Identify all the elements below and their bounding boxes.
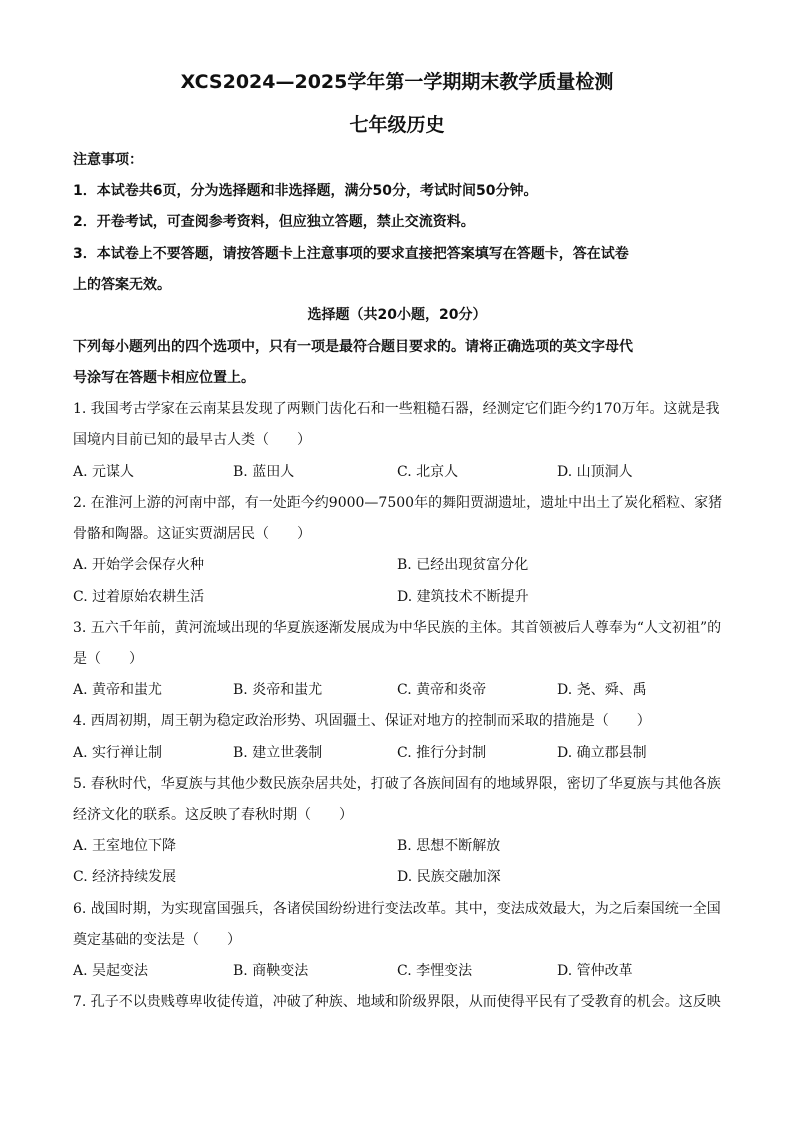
- question-1-stem-cont: 国境内目前已知的最早古人类（ ）: [73, 432, 311, 448]
- question-1-option-d: D. 山顶洞人: [557, 464, 633, 480]
- section-instruction: 下列每小题列出的四个选项中，只有一项是最符合题目要求的。请将正确选项的英文字母代: [73, 339, 633, 355]
- note-item-3: 3．本试卷上不要答题，请按答题卡上注意事项的要求直接把答案填写在答题卡，答在试卷: [73, 246, 629, 262]
- question-3-option-b: B. 炎帝和蚩尤: [233, 682, 323, 698]
- question-2-option-a: A. 开始学会保存火种: [73, 557, 205, 573]
- question-3-option-d: D. 尧、舜、禹: [557, 682, 647, 698]
- question-2-stem: 2. 在淮河上游的河南中部，有一处距今约9000—7500年的舞阳贾湖遗址，遗址中出土了炭化稻粒、家猪: [73, 495, 723, 511]
- note-item-1: 1．本试卷共6页，分为选择题和非选择题，满分50分，考试时间50分钟。: [73, 183, 538, 199]
- question-3-option-a: A. 黄帝和蚩尤: [73, 682, 163, 698]
- question-5-stem-cont: 经济文化的联系。这反映了春秋时期（ ）: [73, 807, 353, 823]
- question-6-option-b: B. 商鞅变法: [233, 963, 309, 979]
- question-2-option-d: D. 建筑技术不断提升: [397, 589, 529, 605]
- question-7-stem: 7. 孔子不以贵贱尊卑收徒传道，冲破了种族、地域和阶级界限，从而使得平民有了受教育的机会。这反映: [73, 994, 721, 1010]
- question-4-option-a: A. 实行禅让制: [73, 745, 163, 761]
- notes-heading: 注意事项：: [73, 152, 143, 168]
- question-4-option-c: C. 推行分封制: [397, 745, 487, 761]
- exam-subject: 七年级历史: [349, 114, 445, 136]
- question-6-stem-cont: 奠定基础的变法是（ ）: [73, 932, 241, 948]
- question-6-option-a: A. 吴起变法: [73, 963, 149, 979]
- question-2-option-c: C. 过着原始农耕生活: [73, 589, 205, 605]
- question-4-stem: 4. 西周初期，周王朝为稳定政治形势、巩固疆土、保证对地方的控制而采取的措施是（ ）: [73, 713, 651, 729]
- question-6-stem: 6. 战国时期，为实现富国强兵，各诸侯国纷纷进行变法改革。其中，变法成效最大，为之后秦国统一全国: [73, 901, 721, 917]
- question-5-option-d: D. 民族交融加深: [397, 869, 501, 885]
- question-3-stem: 3. 五六千年前，黄河流域出现的华夏族逐渐发展成为中华民族的主体。其首领被后人尊奉为“人文初祖”的: [73, 620, 722, 636]
- question-6-option-c: C. 李悝变法: [397, 963, 473, 979]
- question-3-option-c: C. 黄帝和炎帝: [397, 682, 487, 698]
- question-2-option-b: B. 已经出现贫富分化: [397, 557, 529, 573]
- note-item-3-cont: 上的答案无效。: [73, 277, 171, 293]
- note-item-2: 2．开卷考试，可查阅参考资料，但应独立答题，禁止交流资料。: [73, 214, 475, 230]
- question-3-stem-cont: 是（ ）: [73, 651, 143, 667]
- question-4-option-b: B. 建立世袭制: [233, 745, 323, 761]
- exam-title: XCS2024—2025学年第一学期期末教学质量检测: [180, 71, 614, 93]
- question-5-option-b: B. 思想不断解放: [397, 838, 501, 854]
- question-1-option-c: C. 北京人: [397, 464, 459, 480]
- question-1-stem: 1. 我国考古学家在云南某县发现了两颗门齿化石和一些粗糙石器，经测定它们距今约170万年。这就是我: [73, 401, 720, 417]
- question-4-option-d: D. 确立郡县制: [557, 745, 647, 761]
- question-2-stem-cont: 骨骼和陶器。这证实贾湖居民（ ）: [73, 526, 311, 542]
- section-title: 选择题（共20小题，20分）: [307, 307, 487, 323]
- question-5-option-c: C. 经济持续发展: [73, 869, 177, 885]
- section-instruction-cont: 号涂写在答题卡相应位置上。: [73, 370, 255, 386]
- question-5-option-a: A. 王室地位下降: [73, 838, 177, 854]
- question-1-option-b: B. 蓝田人: [233, 464, 295, 480]
- question-5-stem: 5. 春秋时代，华夏族与其他少数民族杂居共处，打破了各族间固有的地域界限，密切了华夏族与其他各族: [73, 776, 721, 792]
- question-1-option-a: A. 元谋人: [73, 464, 135, 480]
- question-6-option-d: D. 管仲改革: [557, 963, 633, 979]
